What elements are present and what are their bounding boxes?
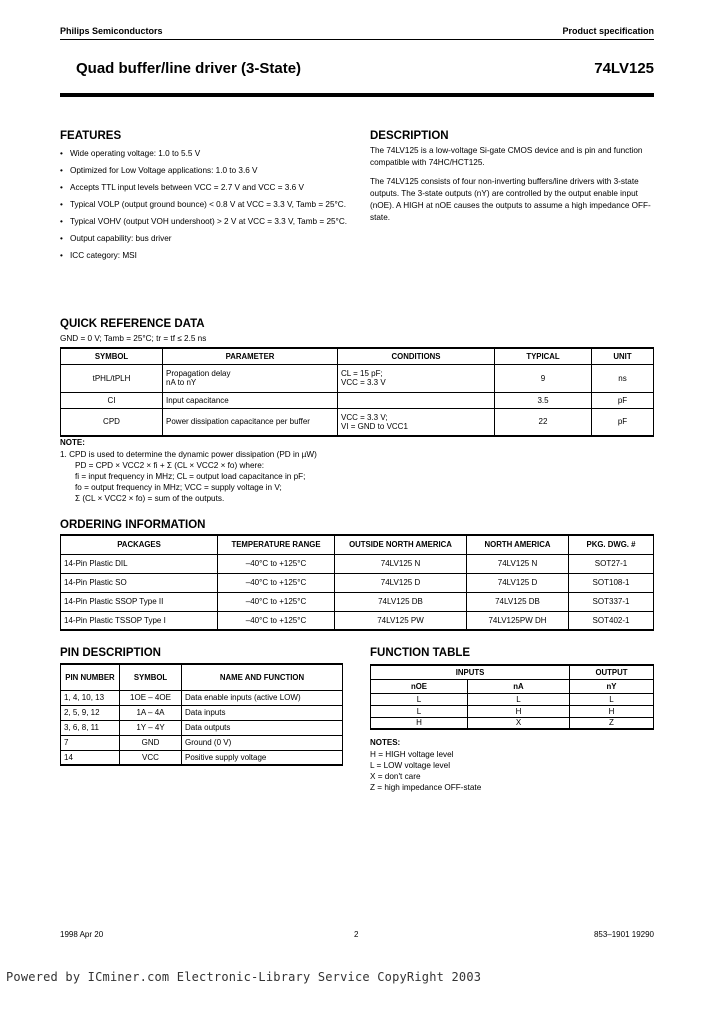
qrd-parameter bbox=[163, 364, 338, 392]
qrd-parameter: Power dissipation capacitance per buffer bbox=[163, 408, 338, 436]
qrd-heading: QUICK REFERENCE DATA bbox=[60, 318, 205, 330]
qrd-symbol: CPD bbox=[61, 408, 163, 436]
pin-cell: 1Y – 4Y bbox=[120, 720, 182, 735]
ordering-cell: SOT337-1 bbox=[569, 592, 654, 611]
ordering-cell: 74LV125 D bbox=[467, 573, 569, 592]
function-cell: H bbox=[371, 717, 468, 729]
function-cell: Z bbox=[570, 717, 654, 729]
qrd-col-typical: TYPICAL bbox=[495, 348, 592, 364]
table-row bbox=[61, 690, 343, 705]
ordering-cell: SOT108-1 bbox=[569, 573, 654, 592]
qrd-cond-line: VCC = 3.3 V bbox=[341, 378, 386, 387]
features-list bbox=[60, 148, 350, 262]
qrd-notes bbox=[60, 449, 317, 504]
qrd-col-symbol: SYMBOL bbox=[61, 348, 163, 364]
ordering-cell: SOT402-1 bbox=[569, 611, 654, 630]
function-cell: L bbox=[468, 693, 570, 705]
ordering-heading: ORDERING INFORMATION bbox=[60, 519, 206, 531]
feature-item: • Accepts TTL input levels between VCC = 2.7 V and VCC = 3.6 V bbox=[60, 182, 350, 194]
footer-code: 853–1901 19290 bbox=[593, 930, 654, 939]
function-note-line: L = LOW voltage level bbox=[370, 761, 451, 770]
feature-item: • ICC category: MSI bbox=[60, 250, 350, 262]
qrd-symbol: tPHL/tPLH bbox=[61, 364, 163, 392]
qrd-unit: pF bbox=[592, 392, 654, 408]
description-p2: The 74LV125 consists of four non-inverting buffers/line drivers with 3-state outputs. The 3-state outputs (nY) are controlled by the output enable input (nOE). A HIGH at nOE causes the outputs to assume a high impedance OFF-state. bbox=[370, 177, 651, 222]
ordering-cell: 14-Pin Plastic TSSOP Type I bbox=[61, 611, 218, 630]
footer-page: 2 bbox=[354, 930, 359, 939]
ordering-cell: 14-Pin Plastic SO bbox=[61, 573, 218, 592]
ordering-col-temp: TEMPERATURE RANGE bbox=[218, 535, 335, 554]
ordering-cell: –40°C to +125°C bbox=[218, 592, 335, 611]
table-row bbox=[61, 720, 343, 735]
doc-title: Quad buffer/line driver (3-State) bbox=[76, 60, 302, 77]
function-note-line: H = HIGH voltage level bbox=[370, 750, 454, 759]
qrd-parameter: Input capacitance bbox=[163, 392, 338, 408]
table-row bbox=[61, 592, 654, 611]
qrd-typical: 9 bbox=[495, 364, 592, 392]
ordering-cell: 74LV125 N bbox=[467, 554, 569, 573]
qrd-cond-line: CL = 15 pF; bbox=[341, 369, 383, 378]
ordering-col-packages: PACKAGES bbox=[61, 535, 218, 554]
ordering-cell: SOT27-1 bbox=[569, 554, 654, 573]
pin-cell: Ground (0 V) bbox=[182, 735, 343, 750]
function-col-ny: nY bbox=[570, 679, 654, 693]
qrd-note-line: Σ (CL × VCC2 × fo) = sum of the outputs. bbox=[75, 494, 225, 503]
ordering-cell: –40°C to +125°C bbox=[218, 573, 335, 592]
pin-cell: Data outputs bbox=[182, 720, 343, 735]
qrd-cond-line: VI = GND to VCC1 bbox=[341, 421, 408, 431]
pin-cell: 14 bbox=[61, 750, 120, 765]
table-row bbox=[61, 392, 654, 408]
qrd-conditions: GND = 0 V; Tamb = 25°C; tr = tf ≤ 2.5 ns bbox=[60, 334, 207, 343]
feature-item: • Wide operating voltage: 1.0 to 5.5 V bbox=[60, 148, 350, 160]
ordering-cell: 14-Pin Plastic DIL bbox=[61, 554, 218, 573]
ordering-table bbox=[60, 534, 654, 631]
qrd-col-unit: UNIT bbox=[592, 348, 654, 364]
function-cell: L bbox=[570, 693, 654, 705]
feature-item: • Output capability: bus driver bbox=[60, 233, 350, 245]
function-cell: L bbox=[371, 693, 468, 705]
pin-col-symbol: SYMBOL bbox=[120, 664, 182, 690]
header-rule-top bbox=[60, 39, 654, 40]
function-notes-heading: NOTES: bbox=[370, 738, 401, 747]
pin-cell: 1, 4, 10, 13 bbox=[61, 690, 120, 705]
ordering-cell: 14-Pin Plastic SSOP Type II bbox=[61, 592, 218, 611]
company-name: Philips Semiconductors bbox=[60, 26, 163, 36]
function-cell: H bbox=[570, 705, 654, 717]
ordering-col-outside-na: OUTSIDE NORTH AMERICA bbox=[335, 535, 467, 554]
table-row bbox=[371, 705, 654, 717]
table-row bbox=[371, 717, 654, 729]
footer-date: 1998 Apr 20 bbox=[60, 930, 104, 939]
pin-cell: VCC bbox=[120, 750, 182, 765]
part-number: 74LV125 bbox=[594, 60, 654, 77]
function-notes bbox=[370, 749, 481, 793]
pin-col-number: PIN NUMBER bbox=[61, 664, 120, 690]
qrd-typical: 3.5 bbox=[495, 392, 592, 408]
ordering-cell: 74LV125 DB bbox=[467, 592, 569, 611]
ordering-cell: 74LV125PW DH bbox=[467, 611, 569, 630]
table-row bbox=[61, 364, 654, 392]
ordering-col-na: NORTH AMERICA bbox=[467, 535, 569, 554]
ordering-cell: –40°C to +125°C bbox=[218, 554, 335, 573]
feature-item: • Optimized for Low Voltage applications: 1.0 to 3.6 V bbox=[60, 165, 350, 177]
table-row bbox=[61, 705, 343, 720]
function-col-na: nA bbox=[468, 679, 570, 693]
qrd-param-line: Propagation delay bbox=[166, 369, 231, 378]
pin-heading: PIN DESCRIPTION bbox=[60, 647, 161, 659]
description-heading: DESCRIPTION bbox=[370, 130, 449, 142]
qrd-condition bbox=[338, 364, 495, 392]
qrd-symbol: CI bbox=[61, 392, 163, 408]
powered-by-watermark: Powered by ICminer.com Electronic-Library Service CopyRight 2003 bbox=[6, 970, 482, 984]
qrd-param-line: nA to nY bbox=[166, 378, 197, 387]
pin-cell: 1OE – 4OE bbox=[120, 690, 182, 705]
feature-item: • Typical VOHV (output VOH undershoot) > 2 V at VCC = 3.3 V, Tamb = 25°C. bbox=[60, 216, 350, 228]
features-heading: FEATURES bbox=[60, 130, 122, 142]
table-row bbox=[61, 735, 343, 750]
function-group-inputs: INPUTS bbox=[371, 665, 570, 679]
qrd-unit: ns bbox=[592, 364, 654, 392]
qrd-condition bbox=[338, 392, 495, 408]
ordering-cell: 74LV125 N bbox=[335, 554, 467, 573]
pin-cell: GND bbox=[120, 735, 182, 750]
pin-cell: Data enable inputs (active LOW) bbox=[182, 690, 343, 705]
pin-table bbox=[60, 663, 343, 766]
pin-cell: 2, 5, 9, 12 bbox=[61, 705, 120, 720]
function-table bbox=[370, 664, 654, 730]
function-cell: H bbox=[468, 705, 570, 717]
pin-cell: 1A – 4A bbox=[120, 705, 182, 720]
pin-cell: Data inputs bbox=[182, 705, 343, 720]
pin-cell: 7 bbox=[61, 735, 120, 750]
feature-item: • Typical VOLP (output ground bounce) < 0.8 V at VCC = 3.3 V, Tamb = 25°C. bbox=[60, 199, 350, 211]
header-rule-thick bbox=[60, 93, 654, 97]
table-row bbox=[61, 573, 654, 592]
qrd-cond-line: VCC = 3.3 V; bbox=[341, 412, 388, 422]
qrd-col-parameter: PARAMETER bbox=[163, 348, 338, 364]
pin-col-function: NAME AND FUNCTION bbox=[182, 664, 343, 690]
function-cell: L bbox=[371, 705, 468, 717]
qrd-typical: 22 bbox=[495, 408, 592, 436]
function-heading: FUNCTION TABLE bbox=[370, 647, 471, 659]
description-p1: The 74LV125 is a low-voltage Si-gate CMOS device and is pin and function compatible with 74HC/HCT125. bbox=[370, 146, 643, 167]
ordering-cell: –40°C to +125°C bbox=[218, 611, 335, 630]
function-note-line: X = don't care bbox=[370, 772, 421, 781]
table-row bbox=[61, 611, 654, 630]
ordering-cell: 74LV125 PW bbox=[335, 611, 467, 630]
function-group-output: OUTPUT bbox=[570, 665, 654, 679]
pin-cell: 3, 6, 8, 11 bbox=[61, 720, 120, 735]
ordering-col-pkg: PKG. DWG. # bbox=[569, 535, 654, 554]
pin-cell: Positive supply voltage bbox=[182, 750, 343, 765]
ordering-cell: 74LV125 D bbox=[335, 573, 467, 592]
qrd-note-line: 1. CPD is used to determine the dynamic power dissipation (PD in µW) bbox=[60, 450, 317, 459]
qrd-note-line: PD = CPD × VCC2 × fi + Σ (CL × VCC2 × fo) where: bbox=[75, 461, 265, 470]
table-row bbox=[61, 750, 343, 765]
function-cell: X bbox=[468, 717, 570, 729]
table-row bbox=[61, 554, 654, 573]
qrd-note-line: fi = input frequency in MHz; CL = output load capacitance in pF; bbox=[75, 472, 306, 481]
ordering-cell: 74LV125 DB bbox=[335, 592, 467, 611]
table-row bbox=[61, 408, 654, 436]
function-col-noe: nOE bbox=[371, 679, 468, 693]
function-note-line: Z = high impedance OFF-state bbox=[370, 783, 482, 792]
qrd-col-conditions: CONDITIONS bbox=[338, 348, 495, 364]
qrd-note-heading: NOTE: bbox=[60, 438, 85, 447]
doc-type: Product specification bbox=[562, 26, 654, 36]
table-row bbox=[371, 693, 654, 705]
qrd-note-line: fo = output frequency in MHz; VCC = supply voltage in V; bbox=[75, 483, 282, 492]
qrd-unit: pF bbox=[592, 408, 654, 436]
qrd-condition bbox=[338, 408, 495, 436]
qrd-table bbox=[60, 347, 654, 437]
